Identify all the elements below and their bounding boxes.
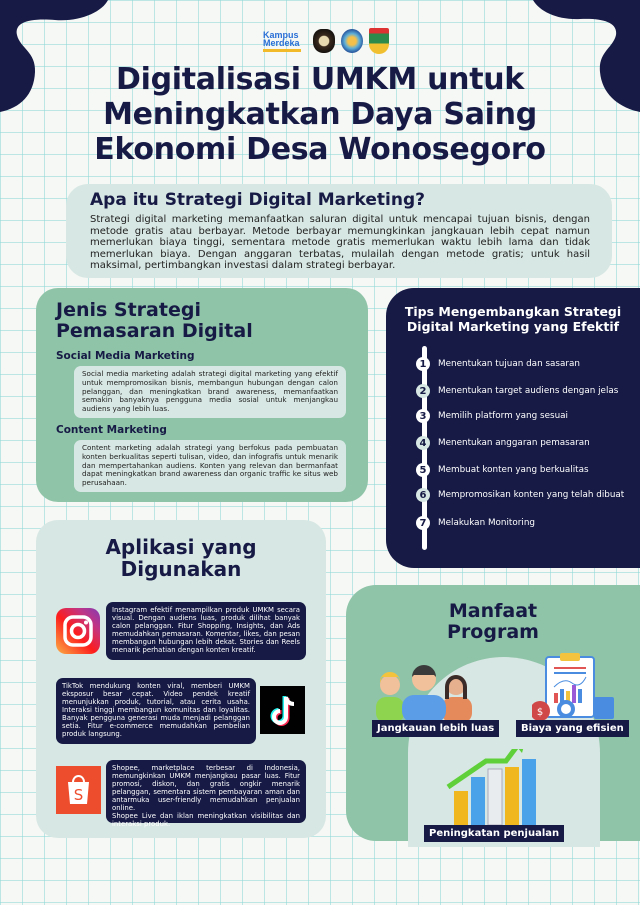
tiktok-icon	[260, 686, 305, 734]
what-is-card	[66, 184, 612, 278]
strategy-types-heading	[56, 300, 348, 342]
strategy-types-heading-line-2: Pemasaran Digital	[56, 320, 253, 342]
strategy-types-card	[36, 288, 368, 502]
social-media-marketing-body: Social media marketing adalah strategi digital marketing yang efektif untuk mempromosikan bisnis, membangun hubungan dengan calon pelanggan, dan meningkatkan brand awareness, memanfaatkan semakin banyaknya pengguna media sosial untuk menjangkau audiens yang lebih luas.	[74, 366, 346, 418]
kampus-merdeka-text: Kampus Merdeka	[263, 29, 300, 48]
tips-heading-line-1: Tips Mengembangkan Strategi	[404, 304, 622, 319]
tip-text: Menentukan anggaran pemasaran	[438, 438, 590, 448]
tips-heading-line-2: Digital Marketing yang Efektif	[406, 319, 620, 334]
apps-heading-line-1: Aplikasi yang	[105, 535, 257, 559]
shopee-description-p1: Shopee, marketplace terbesar di Indonesia, memungkinkan UMKM menjangkau pasar luas. Fitur promosi, diskon, dan gratis ongkir menarik pelanggan, sementara sistem pembayaran aman dan antarmuka user-friendly memudahkan penjualan online.	[112, 764, 300, 812]
kampus-merdeka-logo	[263, 31, 307, 52]
benefits-heading-line-1: Manfaat	[448, 600, 538, 622]
what-is-heading: Apa itu Strategi Digital Marketing?	[90, 190, 426, 210]
tip-text: Melakukan Monitoring	[438, 518, 535, 528]
tip-item	[416, 409, 568, 423]
tip-text: Membuat konten yang berkualitas	[438, 465, 589, 475]
content-marketing-heading: Content Marketing	[56, 423, 167, 436]
tip-number: 6	[416, 488, 430, 502]
tip-item	[416, 488, 624, 502]
tip-text: Menentukan tujuan dan sasaran	[438, 359, 580, 369]
what-is-body: Strategi digital marketing memanfaatkan saluran digital untuk mencapai tujuan bisnis, dengan metode gratis atau berbayar. Metode berbayar memungkinkan jangkauan lebih cepat namun memerlukan biaya tinggi, sementara metode gratis memerlukan waktu lebih lama dan tidak memerlukan biaya. Dengan anggaran terbatas, mulailah dengan metode gratis; untuk hasil maksimal, pertimbangkan investasi dalam strategi berbayar.	[90, 214, 590, 271]
kampus-merdeka-strip	[263, 49, 301, 52]
benefit-label-cost: Biaya yang efisien	[516, 720, 629, 737]
title-line-1: Digitalisasi UMKM untuk	[115, 62, 524, 97]
benefits-heading	[346, 601, 640, 643]
tip-item	[416, 463, 589, 477]
batang-regency-logo	[369, 28, 389, 54]
shopee-description	[106, 760, 306, 828]
people-illustration-icon	[374, 663, 480, 723]
tip-text: Memilih platform yang sesuai	[438, 411, 568, 421]
tips-heading	[386, 304, 640, 334]
content-marketing-body: Content marketing adalah strategi yang berfokus pada pembuatan konten berkualitas seperti tulisan, video, dan infografis untuk menarik dan mempertahankan audiens. Konten yang relevan dan bermanfaat dapat meningkatkan brand awareness dan organic traffic ke situs web perusahaan.	[74, 440, 346, 492]
apps-heading	[36, 536, 326, 580]
finance-report-illustration-icon	[532, 653, 626, 723]
svg-text:$: $	[536, 707, 544, 718]
benefit-label-sales: Peningkatan penjualan	[424, 825, 564, 842]
tip-item	[416, 436, 590, 450]
instagram-icon	[56, 608, 100, 654]
sales-growth-illustration-icon	[446, 749, 542, 825]
university-logo	[313, 29, 335, 53]
partner-logos	[263, 28, 389, 54]
tip-text: Menentukan target audiens dengan jelas	[438, 386, 619, 396]
tip-item	[416, 357, 580, 371]
tip-number: 2	[416, 384, 430, 398]
tip-number: 3	[416, 409, 430, 423]
tip-item	[416, 516, 535, 530]
tip-number: 1	[416, 357, 430, 371]
strategy-types-heading-line-1: Jenis Strategi	[56, 299, 201, 321]
tip-number: 4	[416, 436, 430, 450]
tiktok-description: TikTok mendukung konten viral, memberi UMKM eksposur besar cepat. Video pendek kreatif menunjukkan produk, tutorial, atau cerita usaha. Interaksi tinggi membangun komunitas dan loyalitas. Banyak pengguna generasi muda menjadi pelanggan setia. Fitur e-commerce memudahkan pembelian produk langsung.	[56, 678, 256, 744]
apps-card	[36, 520, 326, 838]
tip-text: Mempromosikan konten yang telah dibuat	[438, 490, 625, 500]
benefit-label-reach: Jangkauan lebih luas	[372, 720, 499, 737]
instagram-description: Instagram efektif menampilkan produk UMKM secara visual. Dengan audiens luas, produk dilihat banyak calon pelanggan. Fitur Shopping, Insights, dan Ads memudahkan pemasaran. Komentar, likes, dan pesan membangun hubungan lebih dekat. Stories dan Reels menarik perhatian dengan konten kreatif.	[106, 602, 306, 660]
tip-number: 5	[416, 463, 430, 477]
page-title	[0, 62, 640, 167]
community-logo	[341, 29, 363, 53]
tips-card	[386, 288, 640, 568]
svg-text:S: S	[73, 786, 84, 804]
social-media-marketing-heading: Social Media Marketing	[56, 350, 195, 362]
tip-item	[416, 384, 618, 398]
apps-heading-line-2: Digunakan	[120, 557, 242, 581]
title-line-3: Ekonomi Desa Wonosegoro	[94, 132, 546, 167]
benefits-heading-line-2: Program	[447, 621, 539, 643]
tip-number: 7	[416, 516, 430, 530]
title-line-2: Meningkatkan Daya Saing	[103, 97, 537, 132]
benefits-card	[346, 585, 640, 841]
shopee-description-p2: Shopee Live dan iklan meningkatkan visibilitas dan interaksi produk.	[112, 812, 300, 828]
shopee-icon	[56, 766, 101, 814]
